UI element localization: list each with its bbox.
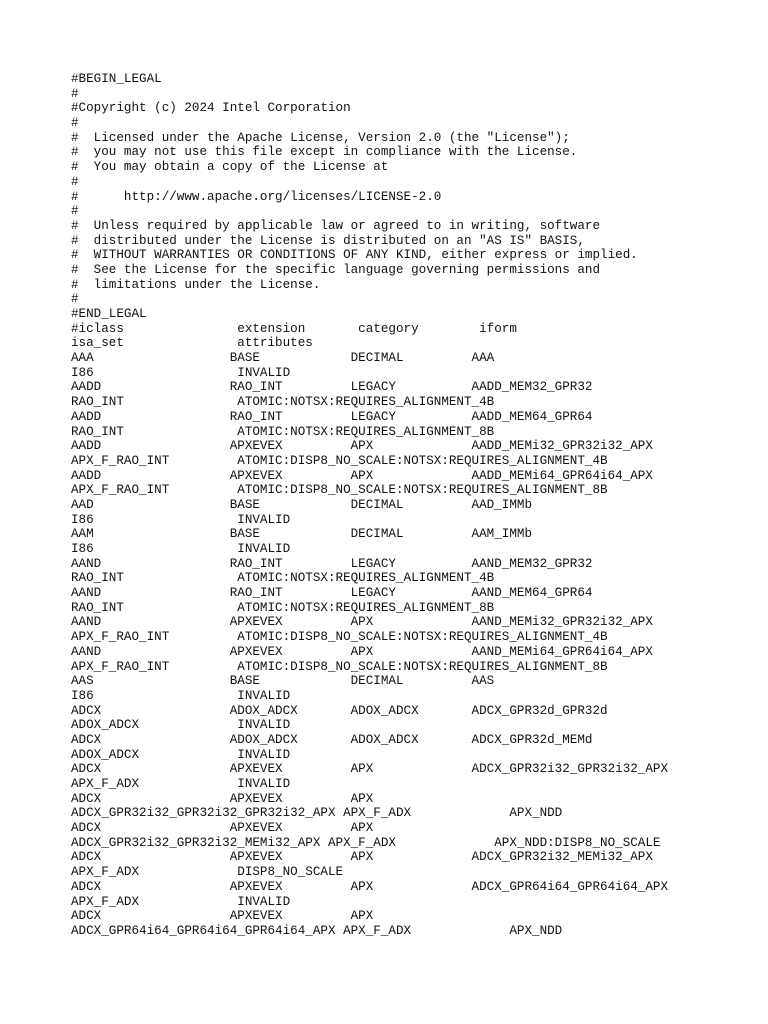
text-line: # limitations under the License.: [71, 277, 321, 292]
text-line: APX_F_ADX INVALID: [71, 894, 291, 909]
text-line: #: [71, 174, 79, 189]
text-line: APX_F_RAO_INT ATOMIC:DISP8_NO_SCALE:NOTSX:REQUIRES_ALIGNMENT_4B: [71, 630, 608, 645]
text-line: # WITHOUT WARRANTIES OR CONDITIONS OF ANY KIND, either express or implied.: [71, 248, 638, 263]
text-line: APX_F_RAO_INT ATOMIC:DISP8_NO_SCALE:NOTSX:REQUIRES_ALIGNMENT_8B: [71, 483, 608, 498]
text-line: #BEGIN_LEGAL: [71, 72, 162, 86]
text-line: APX_F_ADX INVALID: [71, 777, 291, 791]
text-line: AADD RAO_INT LEGACY AADD_MEM32_GPR32: [71, 380, 593, 395]
text-line: AAS BASE DECIMAL AAS: [71, 674, 495, 689]
text-line: APX_F_RAO_INT ATOMIC:DISP8_NO_SCALE:NOTSX:REQUIRES_ALIGNMENT_4B: [71, 453, 608, 468]
text-line: I86 INVALID: [71, 542, 291, 556]
text-line: ADCX APXEVEX APX ADCX_GPR64i64_GPR64i64_APX: [71, 879, 669, 894]
text-line: ADCX ADOX_ADCX ADOX_ADCX ADCX_GPR32d_GPR32d: [71, 703, 608, 718]
text-line: ADCX_GPR32i32_GPR32i32_MEMi32_APX APX_F_ADX APX_NDD:DISP8_NO_SCALE: [71, 835, 661, 850]
text-line: AAM BASE DECIMAL AAM_IMMb: [71, 527, 533, 542]
text-line: ADCX APXEVEX APX ADCX_GPR32i32_GPR32i32_APX: [71, 762, 669, 777]
text-line: RAO_INT ATOMIC:NOTSX:REQUIRES_ALIGNMENT_4B: [71, 571, 495, 586]
text-line: #: [71, 292, 79, 307]
text-line: AAND RAO_INT LEGACY AAND_MEM32_GPR32: [71, 556, 593, 571]
text-line: ADCX APXEVEX APX ADCX_GPR32i32_MEMi32_APX: [71, 850, 653, 865]
text-line: #Copyright (c) 2024 Intel Corporation: [71, 101, 351, 116]
text-line: # Unless required by applicable law or agreed to in writing, software: [71, 218, 601, 233]
text-line: # http://www.apache.org/licenses/LICENSE-2.0: [71, 189, 442, 204]
text-line: AADD APXEVEX APX AADD_MEMi64_GPR64i64_APX: [71, 468, 653, 483]
text-line: I86 INVALID: [71, 365, 291, 380]
text-line: ADCX APXEVEX APX: [71, 909, 374, 924]
text-line: RAO_INT ATOMIC:NOTSX:REQUIRES_ALIGNMENT_8B: [71, 600, 495, 615]
text-line: RAO_INT ATOMIC:NOTSX:REQUIRES_ALIGNMENT_4B: [71, 395, 495, 410]
text-line: AAND RAO_INT LEGACY AAND_MEM64_GPR64: [71, 586, 593, 601]
text-line: # See the License for the specific language governing permissions and: [71, 262, 601, 277]
text-line: ADCX_GPR32i32_GPR32i32_GPR32i32_APX APX_F_ADX APX_NDD: [71, 806, 563, 821]
text-line: #: [71, 86, 79, 101]
text-line: #: [71, 116, 79, 131]
document-page: [71, 72, 751, 939]
text-line: AADD RAO_INT LEGACY AADD_MEM64_GPR64: [71, 409, 593, 424]
text-line: isa_set attributes: [71, 336, 313, 351]
text-line: AAND APXEVEX APX AAND_MEMi64_GPR64i64_APX: [71, 644, 653, 659]
text-line: ADCX_GPR64i64_GPR64i64_GPR64i64_APX APX_F_ADX APX_NDD: [71, 923, 563, 938]
text-line: AADD APXEVEX APX AADD_MEMi32_GPR32i32_APX: [71, 439, 653, 454]
text-line: APX_F_RAO_INT ATOMIC:DISP8_NO_SCALE:NOTSX:REQUIRES_ALIGNMENT_8B: [71, 659, 608, 674]
text-line: # Licensed under the Apache License, Version 2.0 (the "License");: [71, 130, 570, 145]
text-line: ADCX ADOX_ADCX ADOX_ADCX ADCX_GPR32d_MEMd: [71, 732, 593, 747]
text-line: ADCX APXEVEX APX: [71, 821, 374, 836]
text-line: # distributed under the License is distributed on an "AS IS" BASIS,: [71, 233, 585, 248]
text-line: ADCX APXEVEX APX: [71, 791, 374, 806]
text-line: # You may obtain a copy of the License at: [71, 160, 389, 175]
text-line: I86 INVALID: [71, 688, 291, 703]
text-line: ADOX_ADCX INVALID: [71, 718, 291, 733]
text-line: RAO_INT ATOMIC:NOTSX:REQUIRES_ALIGNMENT_8B: [71, 424, 495, 439]
text-line: # you may not use this file except in compliance with the License.: [71, 145, 578, 160]
text-line: #END_LEGAL: [71, 307, 147, 321]
text-line: #: [71, 204, 79, 219]
text-line: AAD BASE DECIMAL AAD_IMMb: [71, 497, 533, 512]
text-line: AAND APXEVEX APX AAND_MEMi32_GPR32i32_APX: [71, 615, 653, 630]
text-line: #iclass extension category iform: [71, 321, 517, 336]
text-line: APX_F_ADX DISP8_NO_SCALE: [71, 865, 344, 880]
text-line: ADOX_ADCX INVALID: [71, 747, 291, 762]
text-line: AAA BASE DECIMAL AAA: [71, 351, 495, 366]
text-line: I86 INVALID: [71, 512, 291, 527]
